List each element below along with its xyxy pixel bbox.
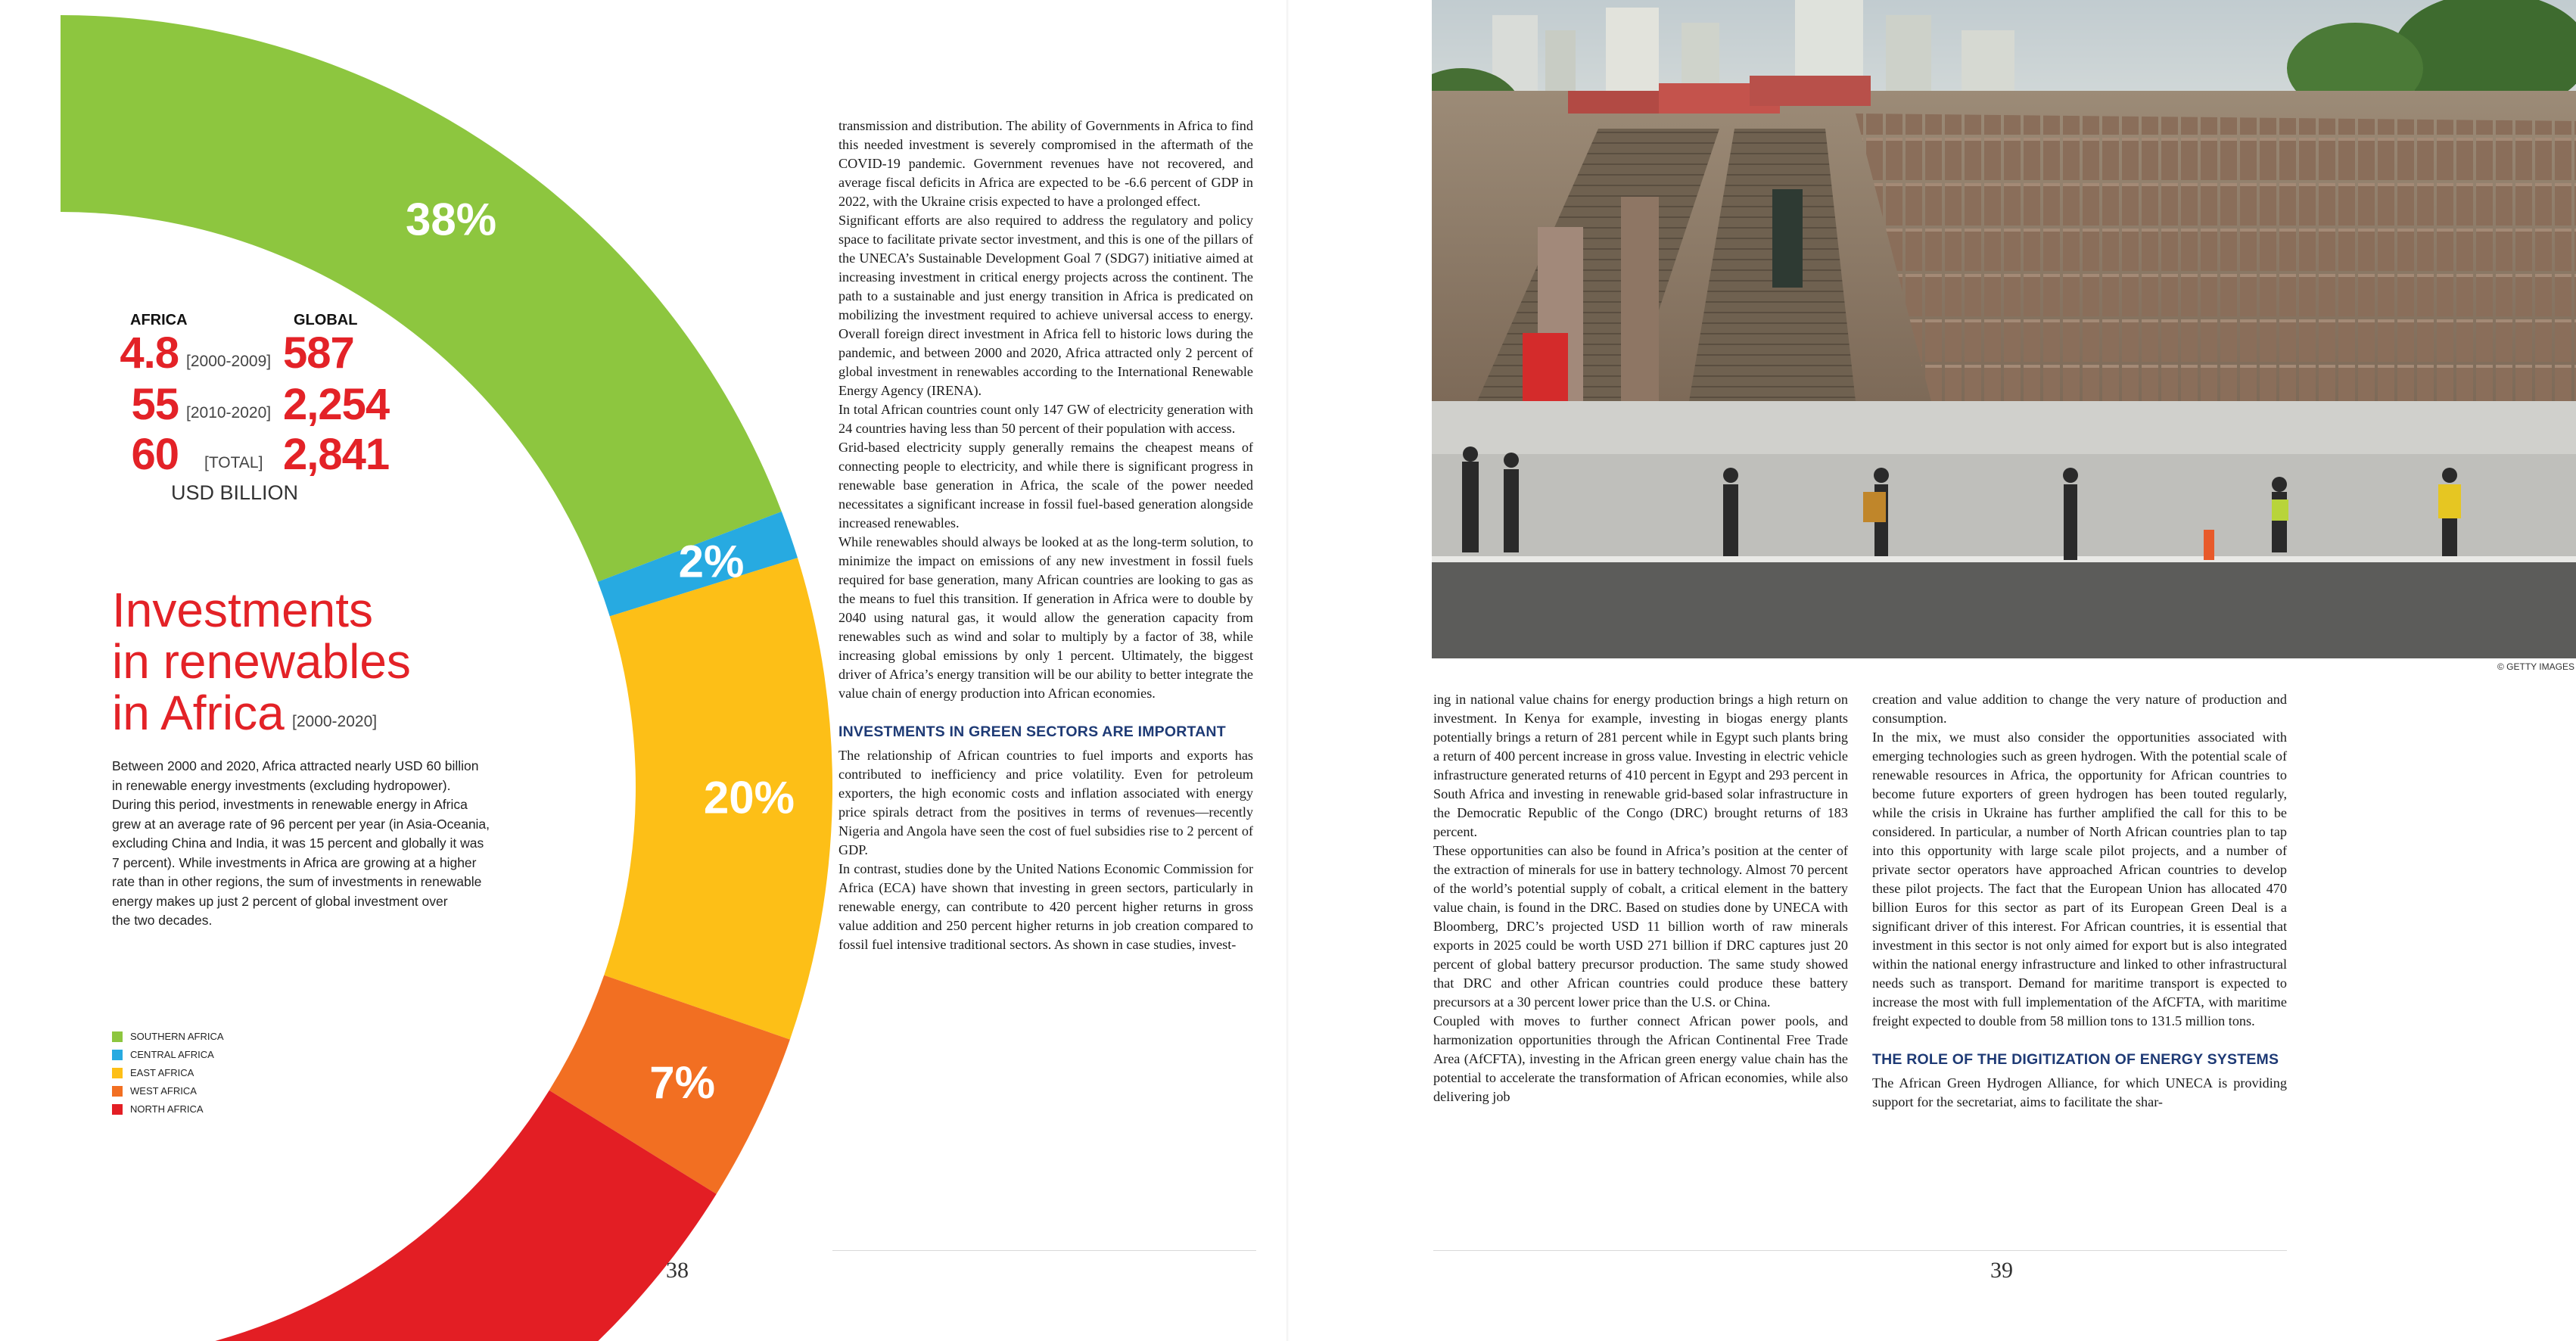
legend-label: SOUTHERN AFRICA (130, 1031, 224, 1042)
legend-swatch (112, 1104, 123, 1115)
stats-global-heading: GLOBAL (294, 312, 358, 328)
page-title-line2: in renewables (112, 634, 411, 689)
stat-africa-total: 60 (131, 430, 179, 479)
legend-label: EAST AFRICA (130, 1067, 194, 1078)
paragraph: While renewables should always be looked at as the long-term solution, to minimize the impact on emissions of any new investment in fossil fuels required for base generation, many African countries are looking to gas as the means to fuel this transition. If generation in Africa were to double by 2040 using natural gas, it would allow the generation capacity from renewables such as wind and solar to multiply by a factor of 38, while increasing global emissions by only 1 percent. Ultimately, the biggest driver of Africa’s energy transition will be our ability to better integrate the value chain of energy production into African economies. (838, 534, 1253, 701)
stats-unit: USD BILLION (171, 481, 299, 504)
stats-africa-heading: AFRICA (130, 312, 188, 328)
paragraph: Significant efforts are also required to address the regulatory and policy space to facilitate private sector investment, and this is one of the pillars of the UNECA’s Sustainable Development Goal 7 (SDG7) initiative aimed at increasing investment in critical energy projects across the continent. The path to a sustainable and just energy transition in Africa is predicated on mobilizing the investment required to achieve universal access to energy. Overall foreign direct investment in Africa fell to historic lows during the pandemic, and between 2000 and 2020, Africa attracted only 2 percent of global investment in renewables according to the International Renewable Energy Agency (IRENA). (838, 213, 1253, 398)
intro-line: During this period, investments in renewable energy in Africa (112, 797, 468, 812)
donut-label-west-africa: 7% (649, 1057, 716, 1109)
intro-line: the two decades. (112, 913, 213, 928)
footer-rule-right (1433, 1250, 2287, 1251)
paragraph: The African Green Hydrogen Alliance, for which UNECA is providing support for the secretariat, aims to facilitate the shar- (1872, 1075, 2287, 1109)
legend-swatch (112, 1031, 123, 1042)
page-title-line1: Investments (112, 583, 374, 637)
donut-label-east-africa: 20% (703, 772, 795, 823)
stat-period-total: [TOTAL] (204, 454, 263, 471)
right-page-column-2 (1872, 690, 2287, 1112)
paragraph: The relationship of African countries to fuel imports and exports has contributed to inefficiency and price volatility. Even for petroleum exporters, the high economic costs and inflation associated with energy price spirals detract from the positives in terms of revenues—recently Nigeria and Angola have seen the cost of fuel subsidies rise to 2 percent of GDP. (838, 748, 1253, 857)
intro-line: grew at an average rate of 96 percent per year (in Asia-Oceania, (112, 816, 490, 832)
intro-line: rate than in other regions, the sum of investments in renewable (112, 874, 482, 889)
page-number-left: 38 (666, 1258, 689, 1283)
photo-credit: © GETTY IMAGES (2497, 661, 2574, 672)
legend-swatch (112, 1050, 123, 1060)
paragraph: In contrast, studies done by the United Nations Economic Commission for Africa (ECA) have shown that investing in green sectors, particularly in renewable energy, can contribute to 420 percent higher returns in gross value addition and 250 percent higher returns in job creation compared to fossil fuel intensive traditional sectors. As shown in case studies, invest- (838, 861, 1253, 952)
paragraph: These opportunities can also be found in Africa’s position at the center of the extraction of minerals for use in battery technology. Almost 70 percent of the world’s potential supply of cobalt, a critical element in the battery value chain, is found in the DRC. Based on studies done by UNECA with Bloomberg, DRC’s projected USD 11 billion worth of raw minerals exports in 2025 could be worth USD 271 billion if DRC captures just 20 percent of global battery precursor production. The same study showed that DRC and other African countries could produce these battery precursors at a 30 percent lower price than the U.S. or China. (1433, 843, 1848, 1010)
legend-swatch (112, 1086, 123, 1097)
left-page-column (838, 117, 1253, 954)
donut-segment-southern-africa (61, 15, 782, 582)
legend-west-africa (112, 1085, 197, 1097)
footer-rule-left (832, 1250, 1256, 1251)
section-heading-digitization: THE ROLE OF THE DIGITIZATION OF ENERGY SYSTEMS (1872, 1051, 2279, 1068)
intro-line: in renewable energy investments (excluding hydropower). (112, 777, 451, 793)
intro-line: excluding China and India, it was 15 percent and globally it was (112, 835, 484, 851)
page-number-right: 39 (1990, 1258, 2013, 1283)
paragraph: ing in national value chains for energy production brings a high return on investment. In Kenya for example, investing in biogas energy plants potentially brings a return of 281 percent while in Egypt such plants bring a return of 400 percent increase in gross value. Investing in electric vehicle infrastructure generated returns of 410 percent in Egypt and 293 percent in South Africa and investing in renewable grid-based solar infrastructure in the Democratic Republic of the Congo (DRC) brought returns of 183 percent. (1433, 692, 1848, 839)
legend-central-africa (112, 1049, 214, 1060)
stat-africa-2000-2009: 4.8 (120, 328, 179, 378)
intro-paragraph (112, 757, 536, 931)
right-page-column-1 (1433, 690, 1848, 1106)
legend-label: CENTRAL AFRICA (130, 1049, 214, 1060)
stat-period-2010-2020: [2010-2020] (186, 404, 272, 422)
donut-label-southern-africa: 38% (405, 194, 497, 245)
page-title-years: [2000-2020] (292, 713, 378, 730)
paragraph: transmission and distribution. The ability of Governments in Africa to find this needed investment is severely compromised in the aftermath of the COVID-19 pandemic. Government revenues have not recovered, and average fiscal deficits in Africa are expected to be -6.6 percent of GDP in 2022, with the Ukraine crisis expected to have a prolonged effect. (838, 118, 1253, 209)
donut-label-central-africa: 2% (678, 536, 745, 587)
page-gutter (1286, 0, 1290, 1341)
stat-global-2010-2020: 2,254 (283, 380, 390, 429)
paragraph: In the mix, we must also consider the opportunities associated with emerging technologies such as green hydrogen. With the potential scale of renewable resources in Africa, the opportunity for African countries to become future exporters of green hydrogen has been touted regularly, while the crisis in Ukraine has further amplified the call for this to be considered. In particular, a number of North African countries plan to tap into this opportunity with large scale pilot projects, and a number of private sector operators have approached African countries to develop these pilot projects. The fact that the European Union has allocated 470 billion Euros for this sector as part of its European Green Deal is a significant driver of this interest. For African countries, it is essential that investment in this sector is not only aimed for export but is also integrated within the national energy infrastructure and linked to other infrastructural needs such as transport. Demand for maritime transport is expected to increase the most with full implementation of the AfCFTA, with maritime freight expected to double from 58 million tons to 131.5 million tons. (1872, 730, 2287, 1028)
intro-line: energy makes up just 2 percent of global investment over (112, 893, 448, 909)
railway-yard-photo (1432, 0, 2576, 658)
legend-southern-africa (112, 1031, 224, 1042)
legend-north-africa (112, 1103, 204, 1115)
intro-line: Between 2000 and 2020, Africa attracted nearly USD 60 billion (112, 758, 479, 773)
paragraph: Grid-based electricity supply generally remains the cheapest means of connecting people to electricity, and while there is significant progress in renewable base generation in Africa, the scale of the power needed necessitates a significant increase in fossil fuel-based generation alongside increased renewables. (838, 440, 1253, 530)
stat-global-total: 2,841 (283, 430, 390, 479)
stat-africa-2010-2020: 55 (131, 380, 179, 429)
paragraph: creation and value addition to change the very nature of production and consumption. (1872, 692, 2287, 726)
legend-label: NORTH AFRICA (130, 1103, 204, 1115)
intro-line: 7 percent). While investments in Africa are growing at a higher (112, 854, 477, 870)
paragraph: Coupled with moves to further connect African power pools, and harmonization opportunities through the African Continental Free Trade Area (AfCFTA), investing in the African green energy value chain has the potential to accelerate the transformation of African economies, while also delivering job (1433, 1013, 1848, 1104)
stat-global-2000-2009: 587 (283, 328, 354, 378)
paragraph: In total African countries count only 147 GW of electricity generation with 24 countries having less than 50 percent of their population with access. (838, 402, 1253, 436)
stat-period-2000-2009: [2000-2009] (186, 353, 272, 370)
page-title-line3: in Africa (112, 686, 285, 740)
section-heading-green-sectors: INVESTMENTS IN GREEN SECTORS ARE IMPORTANT (838, 723, 1226, 740)
legend-east-africa (112, 1067, 194, 1078)
legend-swatch (112, 1068, 123, 1078)
legend-label: WEST AFRICA (130, 1085, 197, 1097)
